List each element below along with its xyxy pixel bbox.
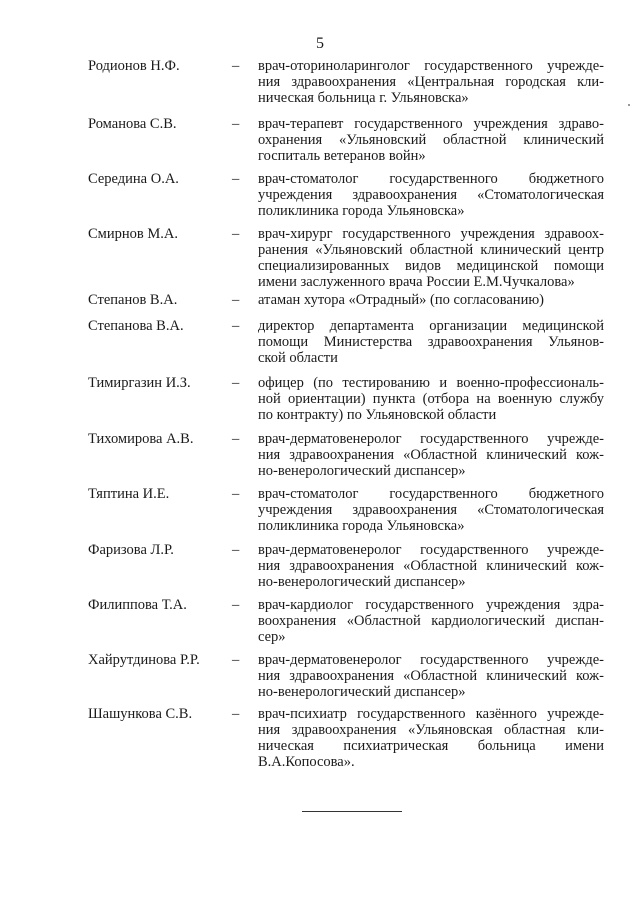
entry-dash: – <box>232 318 240 334</box>
member-position <box>258 706 604 770</box>
entry-dash: – <box>232 226 240 242</box>
end-of-list-rule <box>302 811 402 812</box>
member-position <box>258 226 604 290</box>
member-position <box>258 318 604 366</box>
position-line: учреждения здравоохранения «Стоматологическая <box>258 502 604 518</box>
member-name: Родионов Н.Ф. <box>88 58 180 74</box>
member-name: Романова С.В. <box>88 116 177 132</box>
member-position <box>258 597 604 645</box>
member-name: Степанов В.А. <box>88 292 178 308</box>
entry-dash: – <box>232 116 240 132</box>
entry-dash: – <box>232 375 240 391</box>
position-line: ской области <box>258 350 338 366</box>
page-number: 5 <box>316 35 324 52</box>
member-position <box>258 486 604 534</box>
entry-dash: – <box>232 597 240 613</box>
position-line: врач-стоматолог государственного бюджетного <box>258 486 604 502</box>
position-line: врач-терапевт государственного учреждения здраво- <box>258 116 604 132</box>
member-name: Шашункова С.В. <box>88 706 193 722</box>
member-position <box>258 652 604 700</box>
member-name: Тяптина И.Е. <box>88 486 170 502</box>
position-line: поликлиника города Ульяновска» <box>258 518 465 534</box>
position-line: имени заслуженного врача России Е.М.Чучкалова» <box>258 274 575 290</box>
entry-dash: – <box>232 58 240 74</box>
position-line: охранения «Ульяновский областной клинический <box>258 132 604 148</box>
position-line: врач-дерматовенеролог государственного учрежде- <box>258 652 604 668</box>
entry-dash: – <box>232 171 240 187</box>
member-position <box>258 375 604 423</box>
position-line: врач-кардиолог государственного учреждения здра- <box>258 597 604 613</box>
scan-speck <box>628 104 630 106</box>
position-line: ническая больница г. Ульяновска» <box>258 90 469 106</box>
position-line: ния здравоохранения «Областной клинический кож- <box>258 558 604 574</box>
member-name: Тимиргазин И.З. <box>88 375 191 391</box>
member-position <box>258 116 604 164</box>
entry-dash: – <box>232 292 240 308</box>
position-line: учреждения здравоохранения «Стоматологическая <box>258 187 604 203</box>
member-name: Фаризова Л.Р. <box>88 542 174 558</box>
member-position <box>258 292 604 308</box>
position-line: врач-дерматовенеролог государственного учрежде- <box>258 431 604 447</box>
entry-dash: – <box>232 486 240 502</box>
member-position <box>258 431 604 479</box>
position-line: атаман хутора «Отрадный» (по согласованию) <box>258 292 544 308</box>
member-name: Тихомирова А.В. <box>88 431 194 447</box>
position-line: ния здравоохранения «Областной клинический кож- <box>258 668 604 684</box>
position-line: но-венерологический диспансер» <box>258 574 466 590</box>
position-line: сер» <box>258 629 286 645</box>
member-position <box>258 171 604 219</box>
position-line: врач-хирург государственного учреждения здравоох- <box>258 226 604 242</box>
position-line: врач-оториноларинголог государственного учрежде- <box>258 58 604 74</box>
position-line: ния здравоохранения «Ульяновская областная кли- <box>258 722 604 738</box>
position-line: но-венерологический диспансер» <box>258 463 466 479</box>
member-position <box>258 58 604 106</box>
member-name: Филиппова Т.А. <box>88 597 187 613</box>
position-line: врач-психиатр государственного казённого учрежде- <box>258 706 604 722</box>
position-line: В.А.Копосова». <box>258 754 355 770</box>
position-line: поликлиника города Ульяновска» <box>258 203 465 219</box>
member-name: Хайрутдинова Р.Р. <box>88 652 200 668</box>
entry-dash: – <box>232 542 240 558</box>
position-line: по контракту) по Ульяновской области <box>258 407 497 423</box>
entry-dash: – <box>232 431 240 447</box>
entry-dash: – <box>232 706 240 722</box>
member-position <box>258 542 604 590</box>
member-name: Середина О.А. <box>88 171 179 187</box>
position-line: офицер (по тестированию и военно-профессиональ- <box>258 375 604 391</box>
position-line: воохранения «Областной кардиологический диспан- <box>258 613 604 629</box>
position-line: ной ориентации) пункта (отбора на военную службу <box>258 391 604 407</box>
position-line: ния здравоохранения «Областной клинический кож- <box>258 447 604 463</box>
member-name: Смирнов М.А. <box>88 226 178 242</box>
position-line: директор департамента организации медицинской <box>258 318 604 334</box>
position-line: госпиталь ветеранов войн» <box>258 148 426 164</box>
position-line: ническая психиатрическая больница имени <box>258 738 604 754</box>
position-line: но-венерологический диспансер» <box>258 684 466 700</box>
position-line: ния здравоохранения «Центральная городская кли- <box>258 74 604 90</box>
position-line: специализированных видов медицинской помощи <box>258 258 604 274</box>
position-line: помощи Министерства здравоохранения Ульянов- <box>258 334 604 350</box>
member-name: Степанова В.А. <box>88 318 184 334</box>
position-line: врач-дерматовенеролог государственного учрежде- <box>258 542 604 558</box>
position-line: врач-стоматолог государственного бюджетного <box>258 171 604 187</box>
entry-dash: – <box>232 652 240 668</box>
position-line: ранения «Ульяновский областной клинический центр <box>258 242 604 258</box>
